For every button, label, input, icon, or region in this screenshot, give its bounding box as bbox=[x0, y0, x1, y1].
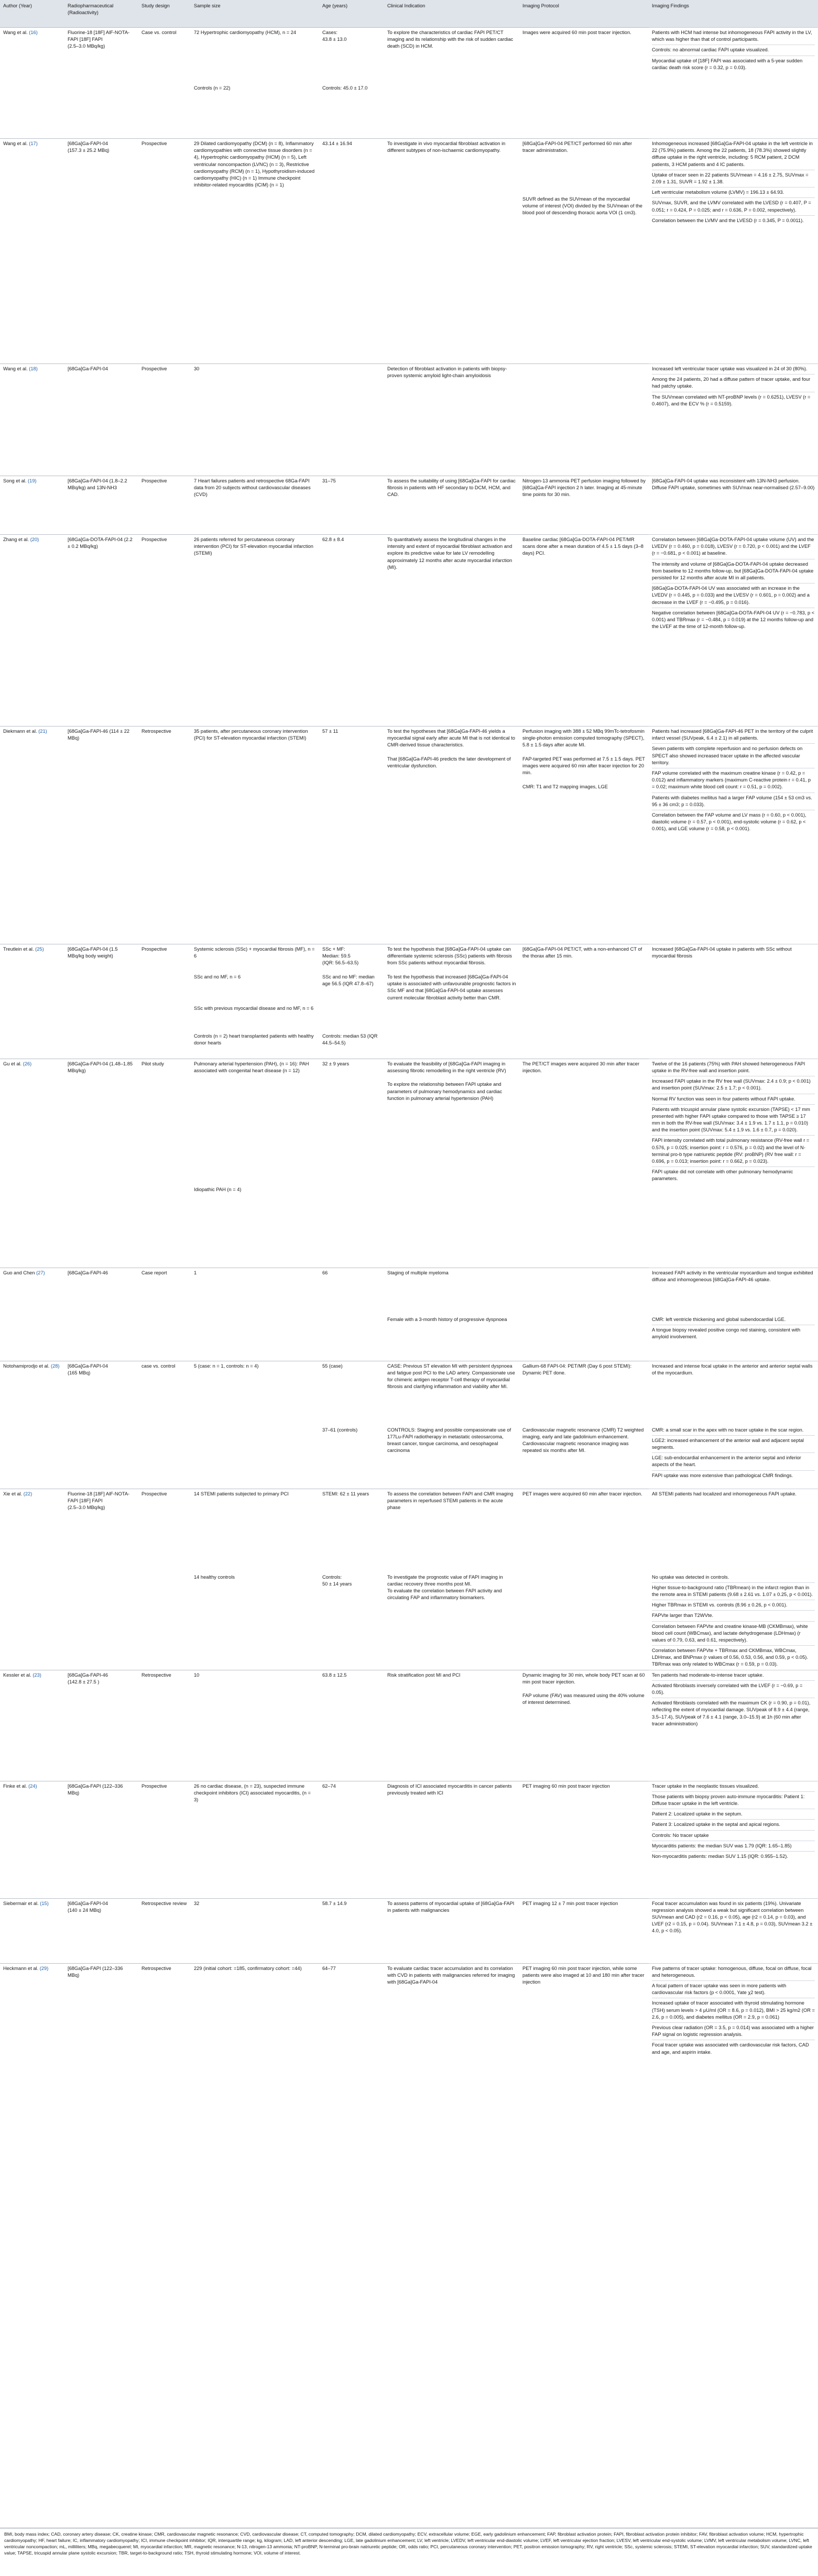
sample-size-cell: Controls (n = 22) bbox=[191, 83, 319, 139]
finding-item: Higher TBRmax in STEMI vs. controls (8.96 ± 0.26, p < 0.001). bbox=[652, 1600, 815, 1609]
imaging-findings-cell bbox=[649, 1059, 818, 1184]
radiopharmaceutical-cell: [68Ga]Ga-FAPI-46 (114 ± 22 MBq) bbox=[64, 726, 138, 944]
sample-size-cell: 1 bbox=[191, 1268, 319, 1314]
finding-item: Correlation between FAPVte and creatine kinase-MB (CKMBmax), white blood cell count (WBCmax), and lactate dehydrogenase (LDHmax) (r values of 0.79, 0.63, and 0.61, respectively). bbox=[652, 1621, 815, 1644]
imaging-protocol-cell: [68Ga]Ga-FAPI-04 PET/CT, with a non-enhanced CT of the thorax after 15 min. bbox=[519, 944, 649, 972]
imaging-findings-cell bbox=[649, 1670, 818, 1781]
imaging-protocol-cell: Images were acquired 60 min post tracer injection. bbox=[519, 28, 649, 83]
finding-item: Patients had increased [68Ga]Ga-FAPI-46 PET in the territory of the culprit infarct vessel (SUVpeak, 6.4 ± 2.1) in all patients. bbox=[652, 729, 813, 741]
finding-item: FAP volume correlated with the maximum creatine kinase (r = 0.42, p = 0.012) and inflammatory markers (maximum C-reactive protein r = 0.41, p = 0.02; maximum white blood cell count: r = 0.51, p = 0.002). bbox=[652, 768, 815, 791]
clinical-indication-cell: CONTROLS: Staging and possible compassionate use of 177Lu-FAPI radiotherapy in metastatic osteosarcoma, breast cancer, tongue carcinoma, and oesophageal carcinoma bbox=[384, 1425, 519, 1489]
author-cell bbox=[0, 726, 64, 944]
imaging-protocol-cell: Gallium-68 FAPI-04: PET/MR (Day 6 post STEMI): Dynamic PET done. bbox=[519, 1361, 649, 1425]
imaging-findings-cell bbox=[649, 1425, 818, 1489]
radiopharmaceutical-cell: [68Ga]Ga-FAPI-04 (1.5 MBq/kg body weight) bbox=[64, 944, 138, 1059]
author-name: Notohamiprodjo et al. bbox=[3, 1363, 51, 1369]
sample-size-cell: 5 (case: n = 1, controls: n = 4) bbox=[191, 1361, 319, 1425]
author-cell bbox=[0, 944, 64, 1059]
finding-item: FAPI intensity correlated with total pulmonary resistance (RV-free wall r = 0.576, p = 0.025; insertion point: r = 0.576, p = 0.02) and the level of N-terminal pro-b type natriuretic peptide (RV: proBNP) (RV free wall: r = 0.696, p = 0.013; insertion point: r = 0.662, p = 0.023). bbox=[652, 1135, 815, 1165]
sample-size-cell bbox=[191, 1425, 319, 1489]
finding-item: A tongue biopsy revealed positive congo red staining, consistent with amyloid involvement. bbox=[652, 1325, 815, 1340]
age-cell: 62.8 ± 8.4 bbox=[319, 535, 384, 726]
sample-size-cell: 14 healthy controls bbox=[191, 1572, 319, 1670]
finding-item: Five patterns of tracer uptake: homogenous, diffuse, focal on diffuse, focal and heterogeneous. bbox=[652, 1965, 812, 1978]
imaging-findings-cell bbox=[649, 1489, 818, 1572]
clinical-indication-cell: Staging of multiple myeloma bbox=[384, 1268, 519, 1314]
header-imaging-protocol: Imaging Protocol bbox=[519, 0, 649, 28]
radiopharmaceutical-cell: [68Ga]Ga-FAPI-04 bbox=[64, 364, 138, 476]
header-radiopharmaceutical: Radiopharmaceutical (Radioactivity) bbox=[64, 0, 138, 28]
finding-item: CMR: a small scar in the apex with no tracer uptake in the scar region. bbox=[652, 1427, 804, 1433]
imaging-findings-cell bbox=[649, 364, 818, 476]
finding-item: Patient 3: Localized uptake in the septal and apical regions. bbox=[652, 1819, 815, 1828]
citation-link[interactable]: (29) bbox=[39, 1965, 49, 1971]
clinical-indication-cell: Risk stratification post MI and PCI bbox=[384, 1670, 519, 1781]
sample-size-cell: 30 bbox=[191, 364, 319, 476]
age-cell: SSc + MF: Median: 59.5 (IQR: 56.5–63.5) bbox=[319, 944, 384, 972]
clinical-indication-cell bbox=[384, 1003, 519, 1031]
finding-item: Increased FAPI activity in the ventricular myocardium and tongue exhibited diffuse and inhomogeneous [68Ga]Ga-FAPI-46 uptake. bbox=[652, 1270, 813, 1282]
author-name: Gu et al. bbox=[3, 1061, 23, 1066]
table-row bbox=[0, 1898, 818, 1963]
finding-item: Increased and intense focal uptake in the anterior and anterior septal walls of the myocardium. bbox=[652, 1363, 813, 1375]
sample-size-cell: Pulmonary arterial hypertension (PAH), (n = 16): PAH associated with congenital heart disease (n = 12) bbox=[191, 1059, 319, 1184]
citation-link[interactable]: (21) bbox=[38, 729, 47, 734]
imaging-findings-cell bbox=[649, 1898, 818, 1963]
citation-link[interactable]: (26) bbox=[23, 1061, 32, 1066]
age-cell: 37–61 (controls) bbox=[319, 1425, 384, 1489]
imaging-protocol-cell: Baseline cardiac [68Ga]Ga-DOTA-FAPI-04 PET/MR scans done after a mean duration of 4.5 ± 1.5 days (3–8 days) PCI. bbox=[519, 535, 649, 726]
study-design-cell: Retrospective bbox=[138, 1670, 191, 1781]
study-design-cell: Prospective bbox=[138, 535, 191, 726]
radiopharmaceutical-cell: [68Ga]Ga-FAPI-04 (157.3 ± 25.2 MBq) bbox=[64, 139, 138, 364]
table-row bbox=[0, 1361, 818, 1425]
author-name: Song et al. bbox=[3, 478, 28, 483]
clinical-indication-cell bbox=[384, 1184, 519, 1268]
age-cell: Controls: 45.0 ± 17.0 bbox=[319, 83, 384, 139]
table-row bbox=[0, 1781, 818, 1898]
imaging-findings-cell bbox=[649, 1781, 818, 1898]
finding-item: Correlation between the FAP volume and LV mass (r = 0.60, p < 0.001), diastolic volume (r = 0.57, p < 0.001), end-systolic volume (r = 0.62, p < 0.001), and LGE volume (r = 0.58, p < 0.001). bbox=[652, 810, 815, 833]
imaging-protocol-cell bbox=[519, 972, 649, 1004]
author-cell bbox=[0, 1670, 64, 1781]
sample-size-cell: Controls (n = 2) heart transplanted patients with healthy donor hearts bbox=[191, 1031, 319, 1059]
finding-item: Activated fibroblasts inversely correlated with the LVEF (r = −0.69, p = 0.05). bbox=[652, 1680, 815, 1696]
clinical-indication-cell: To assess patterns of myocardial uptake of [68Ga]Ga-FAPI in patients with malignancies bbox=[384, 1898, 519, 1963]
finding-item: Correlation between [68Ga]Ga-DOTA-FAPI-04 uptake volume (UV) and the LVEDV (r = 0.460, p = 0.018), LVESV (r = 0.720, p < 0.001) and the LVEF (r = −0.681, p < 0.001) at baseline. bbox=[652, 537, 814, 556]
finding-item: Normal RV function was seen in four patients without FAPI uptake. bbox=[652, 1094, 815, 1103]
clinical-indication-cell: Detection of fibroblast activation in patients with biopsy-proven systemic amyloid light-chain amyloidosis bbox=[384, 364, 519, 476]
sample-size-cell: 35 patients, after percutaneous coronary intervention (PCI) for ST-elevation myocardial infarction (STEMI) bbox=[191, 726, 319, 944]
finding-item: Uptake of tracer seen in 22 patients SUVmean = 4.16 ± 2.75, SUVmax = 2.09 ± 1.31, SUVR = 1.92 ± 1.38. bbox=[652, 170, 815, 185]
author-name: Kessler et al. bbox=[3, 1672, 33, 1678]
author-cell bbox=[0, 1898, 64, 1963]
finding-item: Increased left ventricular tracer uptake was visualized in 24 of 30 (80%). bbox=[652, 366, 808, 371]
finding-item: Patient 2: Localized uptake in the septum. bbox=[652, 1809, 815, 1818]
table-row bbox=[0, 1059, 818, 1184]
age-cell: Cases: 43.8 ± 13.0 bbox=[319, 28, 384, 83]
finding-item: A focal pattern of tracer uptake was seen in more patients with cardiovascular risk factors (p < 0.0001, Yate χ2 test). bbox=[652, 1980, 815, 1996]
header-clinical-indication: Clinical Indication bbox=[384, 0, 519, 28]
study-design-cell: Prospective bbox=[138, 364, 191, 476]
imaging-protocol-cell: PET imaging 12 ± 7 min post tracer injection bbox=[519, 1898, 649, 1963]
finding-item: Left ventricular metabolism volume (LVMV) = 196.13 ± 64.93. bbox=[652, 187, 815, 196]
citation-link[interactable]: (16) bbox=[29, 30, 38, 35]
clinical-indication-cell: To test the hypothesis that increased [68Ga]Ga-FAPI-04 uptake is associated with unfavourable prognostic factors in SSc MF and that [68Ga]Ga-FAPI-04 uptake assesses current molecular fibroblast activity better than CMR. bbox=[384, 972, 519, 1004]
author-name: Wang et al. bbox=[3, 366, 29, 371]
citation-link[interactable]: (27) bbox=[36, 1270, 45, 1275]
author-cell bbox=[0, 364, 64, 476]
clinical-indication-cell: To investigate in vivo myocardial fibroblast activation in different subtypes of non-ischaemic cardiomyopathy. bbox=[384, 139, 519, 364]
citation-link[interactable]: (20) bbox=[30, 537, 39, 542]
sample-size-cell: SSc and no MF, n = 6 bbox=[191, 972, 319, 1004]
imaging-protocol-cell bbox=[519, 1031, 649, 1059]
age-cell: 66 bbox=[319, 1268, 384, 1314]
sample-size-cell: Systemic sclerosis (SSc) + myocardial fibrosis (MF), n = 6 bbox=[191, 944, 319, 972]
finding-item: Myocardial uptake of [18F] FAPI was associated with a 5-year sudden cardiac death risk score (r = 0.32, p = 0.03). bbox=[652, 56, 815, 71]
finding-item: FAPI uptake did not correlate with other pulmonary hemodynamic parameters. bbox=[652, 1166, 815, 1182]
finding-item: Controls: no abnormal cardiac FAPI uptake visualized. bbox=[652, 45, 815, 53]
study-design-cell: Prospective bbox=[138, 944, 191, 1059]
imaging-findings-cell bbox=[649, 1268, 818, 1314]
imaging-protocol-cell bbox=[519, 1572, 649, 1670]
imaging-protocol-cell: Cardiovascular magnetic resonance (CMR) T2 weighted imaging, early and late gadolinium enhancement. Cardiovascular magnetic resonance imaging was repeated six months after MI. bbox=[519, 1425, 649, 1489]
table-row bbox=[0, 535, 818, 726]
finding-item: Increased [68Ga]Ga-FAPI-04 uptake in patients with SSc without myocardial fibrosis bbox=[652, 946, 792, 959]
author-cell bbox=[0, 1489, 64, 1670]
author-name: Zhang et al. bbox=[3, 537, 30, 542]
clinical-indication-cell: Diagnosis of ICI associated myocarditis in cancer patients previously treated with ICI bbox=[384, 1781, 519, 1898]
age-cell bbox=[319, 364, 384, 476]
finding-item: LGE: sub-endocardial enhancement in the anterior septal and inferior aspects of the heart. bbox=[652, 1452, 815, 1468]
finding-item: Those patients with biopsy proven auto-immune myocarditis: Patient 1: Diffuse tracer uptake in the left ventricle. bbox=[652, 1791, 815, 1807]
clinical-indication-cell bbox=[384, 1031, 519, 1059]
finding-item: FAPI uptake was more extensive than pathological CMR findings. bbox=[652, 1470, 815, 1479]
imaging-protocol-cell bbox=[519, 1268, 649, 1314]
finding-item: FAPVte larger than T2WVte. bbox=[652, 1610, 815, 1619]
finding-item: Correlation between the LVMV and the LVESD (r = 0.345, P = 0.0011). bbox=[652, 215, 815, 224]
author-name: Heckmann et al. bbox=[3, 1965, 40, 1971]
table-footnote: BMI, body mass index; CAD, coronary artery disease; CK, creatine kinase; CMR, cardiovascular magnetic resonance; CVD, cardiovascular disease; CT, computed tomography; DCM, dilated cardiomyopathy; ECV, extracellular volume; EGE, early gadolinium enhancement; FAP, fibroblast activation protein; FAPI, fibroblast activation protein inhibitor; FAV, fibroblast activation volume; HCM, hypertrophic cardiomyopathy; HF, heart failure; IC, inflammatory cardiomyopathy; ICI, immune checkpoint inhibitor; IQR, interquartile range; kg, kilogram; LAD, left anterior descending; LGE, late gadolinium enhancement; LV, left ventricle; LVEDV, left ventricular end-diastolic volume; LVEF, left ventricular ejection fraction; LVESV, left ventricular end-systolic volume; LVMV, left ventricular metabolism volume; LVNC, left ventricular noncompaction; mL, milliliters; MBq, megabecquerel; MI, myocardial infarction; MR, magnetic resonance; N-13, nitrogen-13 ammonia; NT-proBNP, N-terminal pro-brain natriuretic peptide; OR, odds ratio; PCI, percutaneous coronary intervention; PET, positron emission tomography; RV, right ventricle; SSc, systemic sclerosis; STEMI, ST-elevation myocardial infarction; SUV, standardized uptake value; TAPSE, tricuspid annular plane systolic excursion; TBR, target-to-background ratio; TSH, thyroid stimulating hormone; VOI, volume of interest. bbox=[0, 2528, 818, 2556]
finding-item: [68Ga]Ga-FAPI-04 uptake was inconsistent with 13N-NH3 perfusion. Diffuse FAPI uptake, sometimes with SUVmax near-normalised (2.57–9.00) bbox=[652, 478, 815, 491]
author-name: Finke et al. bbox=[3, 1783, 29, 1789]
age-cell: 63.8 ± 12.5 bbox=[319, 1670, 384, 1781]
imaging-findings-cell bbox=[649, 1031, 818, 1059]
imaging-protocol-cell bbox=[519, 1003, 649, 1031]
radiopharmaceutical-cell: [68Ga]Ga-DOTA-FAPI-04 (2.2 ± 0.2 MBq/kg) bbox=[64, 535, 138, 726]
clinical-indication-cell: Female with a 3-month history of progressive dyspnoea bbox=[384, 1314, 519, 1361]
finding-item: [68Ga]Ga-DOTA-FAPI-04 UV was associated with an increase in the LVEDV (r = 0.445, p = 0.033) and the LVESV (r = 0.601, p = 0.002) and a decrease in the LVEF (r = −0.495, p = 0.016). bbox=[652, 583, 815, 606]
author-cell bbox=[0, 139, 64, 364]
imaging-protocol-cell bbox=[519, 1314, 649, 1361]
author-name: Wang et al. bbox=[3, 30, 29, 35]
finding-item: Myocarditis patients: the median SUV was 1.79 (IQR: 1.65–1.85) bbox=[652, 1841, 815, 1850]
radiopharmaceutical-cell: Fluorine-18 [18F] AlF-NOTA-FAPI [18F] FAPI (2.5–3.0 MBq/kg) bbox=[64, 28, 138, 139]
sample-size-cell: 26 patients referred for percutaneous coronary intervention (PCI) for ST-elevation myocardial infarction (STEMI) bbox=[191, 535, 319, 726]
citation-link[interactable]: (28) bbox=[50, 1363, 60, 1369]
imaging-findings-cell bbox=[649, 1184, 818, 1268]
study-design-cell: Prospective bbox=[138, 139, 191, 364]
sample-size-cell: 229 (initial cohort: =185, confirmatory cohort: =44) bbox=[191, 1963, 319, 2108]
finding-item: Higher tissue-to-background ratio (TBRmean) in the infarct region than in the remote area in STEMI patients (9.68 ± 2.61 vs. 1.07 ± 0.25, p < 0.001). bbox=[652, 1582, 815, 1598]
study-design-cell: Prospective bbox=[138, 1489, 191, 1670]
radiopharmaceutical-cell: Fluorine-18 [18F] AlF-NOTA-FAPI [18F] FAPI (2.5–3.0 MBq/kg) bbox=[64, 1489, 138, 1670]
age-cell: Controls: median 53 (IQR 44.5–54.5) bbox=[319, 1031, 384, 1059]
author-cell bbox=[0, 28, 64, 139]
imaging-protocol-cell bbox=[519, 1184, 649, 1268]
imaging-findings-cell bbox=[649, 944, 818, 972]
finding-item: Patients with diabetes mellitus had a larger FAP volume (154 ± 53 cm3 vs. 95 ± 36 cm3; p = 0.033). bbox=[652, 792, 815, 808]
finding-item: Inhomogeneous increased [68Ga]Ga-FAPI-04 uptake in the left ventricle in 22 (75.9%) patients. Among the 22 patients, 18 (78.3%) showed slightly diffuse uptake in the right ventricle, including: 5 RCM patient, 2 DCM patients, 3 HCM patients and 4 IC patients. bbox=[652, 141, 813, 167]
imaging-findings-cell bbox=[649, 83, 818, 139]
study-design-cell: case vs. control bbox=[138, 1361, 191, 1489]
finding-item: Correlation between FAPVte + TBRmax and CKMBmax, WBCmax, LDHmax, and BNPmax (r values of 0.56, 0.53, 0.56, and 0.59, p < 0.05). TBRmax was only related to WBCmax (r = 0.59, p = 0.03). bbox=[652, 1645, 815, 1668]
sample-size-cell: 26 no cardiac disease, (n = 23), suspected immune checkpoint inhibitors (ICI) associated myocarditis, (n = 3) bbox=[191, 1781, 319, 1898]
age-cell: 32 ± 9 years bbox=[319, 1059, 384, 1184]
table-row bbox=[0, 1268, 818, 1314]
sample-size-cell: 14 STEMI patients subjected to primary PCI bbox=[191, 1489, 319, 1572]
radiopharmaceutical-cell: [68Ga]Ga-FAPI-04 (1.8–2.2 MBq/kg) and 13N-NH3 bbox=[64, 476, 138, 535]
finding-item: The intensity and volume of [68Ga]Ga-DOTA-FAPI-04 uptake decreased from baseline to 12 months follow-up, but [68Ga]Ga-DOTA-FAPI-04 uptake persisted for 12 months after acute MI in all patients. bbox=[652, 559, 815, 582]
radiopharmaceutical-cell: [68Ga]Ga-FAPI-04 (165 MBq) bbox=[64, 1361, 138, 1489]
clinical-indication-cell: To evaluate the feasibility of [68Ga]Ga-FAPI imaging in assessing fibrotic remodelling in the right ventricle (RV) To explore the relationship between FAPI uptake and parameters of pulmonary hemodynamics and cardiac function in pulmonary arterial hypertension (PAH) bbox=[384, 1059, 519, 1184]
finding-item: Seven patients with complete reperfusion and no perfusion defects on SPECT also showed increased tracer uptake in the affected vascular territory. bbox=[652, 743, 815, 766]
imaging-protocol-cell: Dynamic imaging for 30 min, whole body PET scan at 60 min post tracer injection. FAP volume (FAV) was measured using the 40% volume of interest determined. bbox=[519, 1670, 649, 1781]
finding-item: Increased uptake of tracer associated with thyroid stimulating hormone (TSH) serum levels > 4 μU/ml (OR = 8.6, p = 0.012), BMI > 25 kg/m2 (OR = 2.6, p = 0.005), and diabetes mellitus (OR = 2.9, p = 0.061) bbox=[652, 1998, 815, 2021]
table-row bbox=[0, 1963, 818, 2108]
age-cell: 55 (case) bbox=[319, 1361, 384, 1425]
finding-item: Previous clear radiation (OR = 3.5, p = 0.014) was associated with a higher FAP signal on logistic regression analysis. bbox=[652, 2022, 815, 2038]
clinical-indication-cell bbox=[384, 83, 519, 139]
author-name: Wang et al. bbox=[3, 141, 29, 146]
finding-item: Negative correlation between [68Ga]Ga-DOTA-FAPI-04 UV (r = −0.783, p < 0.001) and TBRmax (r = −0.484, p = 0.019) at the 12 months follow-up and the LVEF at the time of 12-month follow-up. bbox=[652, 608, 815, 631]
clinical-indication-cell: To quantitatively assess the longitudinal changes in the intensity and extent of myocardial fibroblast activation and explore its predictive value for late LV remodelling approximately 12 months after acute myocardial infarction (MI). bbox=[384, 535, 519, 726]
finding-item: Twelve of the 16 patients (75%) with PAH showed heterogeneous FAPI uptake in the RV-free wall and insertion point. bbox=[652, 1061, 805, 1073]
sample-size-cell: 72 Hypertrophic cardiomyopathy (HCM), n = 24 bbox=[191, 28, 319, 83]
citation-link[interactable]: (18) bbox=[29, 366, 38, 371]
table-row bbox=[0, 944, 818, 972]
age-cell: 31–75 bbox=[319, 476, 384, 535]
citation-link[interactable]: (15) bbox=[40, 1900, 49, 1906]
study-design-cell: Pilot study bbox=[138, 1059, 191, 1268]
radiopharmaceutical-cell: [68Ga]Ga-FAPI (122–336 MBq) bbox=[64, 1963, 138, 2108]
clinical-indication-cell: To evaluate cardiac tracer accumulation and its correlation with CVD in patients with malignancies referred for imaging with [68Ga]Ga-FAPI-04 bbox=[384, 1963, 519, 2108]
citation-link[interactable]: (19) bbox=[28, 478, 37, 483]
sample-size-cell bbox=[191, 1314, 319, 1361]
imaging-protocol-cell bbox=[519, 364, 649, 476]
imaging-protocol-cell: PET imaging 60 min post tracer injection bbox=[519, 1781, 649, 1898]
study-design-cell: Case report bbox=[138, 1268, 191, 1361]
finding-item: The SUVmean correlated with NT-proBNP levels (r = 0.6251), LVESV (r = 0.4607), and the ECV % (r = 0.5159). bbox=[652, 392, 815, 408]
finding-item: CMR: left ventricle thickening and global subendocardial LGE. bbox=[652, 1316, 786, 1322]
imaging-protocol-cell: [68Ga]Ga-FAPI-04 PET/CT performed 60 min after tracer administration. SUVR defined as the SUVmean of the myocardial volume of interest (VOI) divided by the SUVmean of the blood pool of descending thoracic aorta VOI (1 cm3). bbox=[519, 139, 649, 364]
author-name: Guo and Chen bbox=[3, 1270, 37, 1275]
imaging-findings-cell bbox=[649, 1003, 818, 1031]
age-cell bbox=[319, 1184, 384, 1268]
sample-size-cell: 7 Heart failures patients and retrospective 68Ga-FAPI data from 20 subjects without cardiovascular diseases (CVD) bbox=[191, 476, 319, 535]
table-row bbox=[0, 139, 818, 364]
citation-link[interactable]: (17) bbox=[29, 141, 38, 146]
table-row bbox=[0, 28, 818, 83]
sample-size-cell: 32 bbox=[191, 1898, 319, 1963]
sample-size-cell: SSc with previous myocardial disease and no MF, n = 6 bbox=[191, 1003, 319, 1031]
finding-item: Among the 24 patients, 20 had a diffuse pattern of tracer uptake, and four had patchy uptake. bbox=[652, 374, 815, 390]
imaging-protocol-cell: PET imaging 60 min post tracer injection, while some patients were also imaged at 10 and 180 min after tracer injection bbox=[519, 1963, 649, 2108]
age-cell bbox=[319, 1003, 384, 1031]
age-cell: 58.7 ± 14.9 bbox=[319, 1898, 384, 1963]
clinical-indication-cell: To assess the suitability of using [68Ga]Ga-FAPI for cardiac fibrosis in patients with HF secondary to DCM, HCM, and CAD. bbox=[384, 476, 519, 535]
finding-item: Tracer uptake in the neoplastic tissues visualized. bbox=[652, 1783, 759, 1789]
finding-item: SUVmax, SUVR, and the LVMV correlated with the LVESD (r = 0.407, P = 0.051; r = 0.424, P = 0.025; and r = 0.636, P = 0.002, respectively). bbox=[652, 197, 815, 213]
clinical-indication-cell: To test the hypotheses that [68Ga]Ga-FAPI-46 yields a myocardial signal early after acute MI that is not identical to CMR-derived tissue characteristics. That [68Ga]Ga-FAPI-46 predicts the later development of ventricular dysfunction. bbox=[384, 726, 519, 944]
table-row bbox=[0, 476, 818, 535]
header-imaging-findings: Imaging Findings bbox=[649, 0, 818, 28]
imaging-protocol-cell: PET images were acquired 60 min after tracer injection. bbox=[519, 1489, 649, 1572]
finding-item: Focal tracer accumulation was found in six patients (19%). Univariate regression analysis showed a weak but significant correlation between SUVmean and CAD (r2 = 0.16, p < 0.05), age (r2 = 0.14, p = 0.03), and LVEF (r2 = 0.15, p = 0.04). SUVmean 7.1 ± 4.8, p = 0.03), SUVmean 3.2 ± 4.0, p < 0.05). bbox=[652, 1900, 813, 1934]
table-row bbox=[0, 726, 818, 944]
finding-item: Ten patients had moderate-to-intense tracer uptake. bbox=[652, 1672, 764, 1678]
sample-size-cell: Idiopathic PAH (n = 4) bbox=[191, 1184, 319, 1268]
age-cell: Controls: 50 ± 14 years bbox=[319, 1572, 384, 1670]
age-cell: 43.14 ± 16.94 bbox=[319, 139, 384, 364]
table-row bbox=[0, 1489, 818, 1572]
header-author: Author (Year) bbox=[0, 0, 64, 28]
study-design-cell: Retrospective bbox=[138, 726, 191, 944]
finding-item: Non-myocarditis patients: median SUV 1.15 (IQR: 0.955–1.52). bbox=[652, 1851, 815, 1860]
imaging-findings-cell bbox=[649, 476, 818, 535]
study-design-cell: Case vs. control bbox=[138, 28, 191, 139]
age-cell: SSc and no MF: median age 56.5 (IQR 47.8–67) bbox=[319, 972, 384, 1004]
author-cell bbox=[0, 1781, 64, 1898]
finding-item: Focal tracer uptake was associated with cardiovascular risk factors, CAD and age, and aspirin intake. bbox=[652, 2040, 815, 2055]
author-cell bbox=[0, 535, 64, 726]
radiopharmaceutical-cell: [68Ga]Ga-FAPI (122–336 MBq) bbox=[64, 1781, 138, 1898]
imaging-findings-cell bbox=[649, 1314, 818, 1361]
table-row bbox=[0, 1670, 818, 1781]
imaging-findings-cell bbox=[649, 1963, 818, 2108]
imaging-findings-cell bbox=[649, 28, 818, 83]
finding-item: Increased FAPI uptake in the RV free wall (SUVmax: 2.4 ± 0.9; p < 0.001) and insertion point (SUVmax: 2.5 ± 1.7; p < 0.001). bbox=[652, 1076, 815, 1092]
author-name: Xie et al. bbox=[3, 1491, 24, 1496]
clinical-indication-cell: CASE: Previous ST elevation MI with persistent dyspnoea and fatigue post PCI to the LAD artery. Compassionate use for chimeric antigen receptor T-cell therapy of myocardial fibrosis and clarifying inflammation and viability after MI. bbox=[384, 1361, 519, 1425]
study-design-cell: Prospective bbox=[138, 1781, 191, 1898]
age-cell: STEMI: 62 ± 11 years bbox=[319, 1489, 384, 1572]
imaging-findings-cell bbox=[649, 139, 818, 364]
finding-item: No uptake was detected in controls. bbox=[652, 1574, 729, 1580]
finding-item: Patients with tricuspid annular plane systolic excursion (TAPSE) < 17 mm presented with higher FAPI uptake compared to those with TAPSE ≥ 17 mm in both the RV-free wall (SUVmax: 3.4 ± 1.9 vs. 1.7 ± 1.1, p = 0.010) and the insertion point (SUVmax: 5.4 ± 1.9 vs. 1.6 ± 0.7, p = 0.020). bbox=[652, 1104, 815, 1134]
header-age: Age (years) bbox=[319, 0, 384, 28]
author-name: Diekmann et al. bbox=[3, 729, 39, 734]
author-name: Siebermair et al. bbox=[3, 1900, 40, 1906]
radiopharmaceutical-cell: [68Ga]Ga-FAPI-04 (140 ± 24 MBq) bbox=[64, 1898, 138, 1963]
author-cell bbox=[0, 1268, 64, 1361]
imaging-findings-cell bbox=[649, 1361, 818, 1425]
imaging-findings-cell bbox=[649, 972, 818, 1004]
finding-item: Activated fibroblasts correlated with the maximum CK (r = 0.90, p = 0.01), reflecting the extent of myocardial damage. SUVpeak of 8.9 ± 4.4 (range, 3.5–17.4), SUVpeak of 7.6 ± 4.1 (range, 3.0–15.9) at 1h (60 min after tracer administration) bbox=[652, 1698, 815, 1727]
clinical-indication-cell: To investigate the prognostic value of FAPI imaging in cardiac recovery three months post MI. To evaluate the correlation between FAPI activity and circulating FAP and inflammatory biomarkers. bbox=[384, 1572, 519, 1670]
imaging-findings-cell bbox=[649, 535, 818, 726]
age-cell bbox=[319, 1314, 384, 1361]
sample-size-cell: 10 bbox=[191, 1670, 319, 1781]
age-cell: 64–77 bbox=[319, 1963, 384, 2108]
citation-link[interactable]: (25) bbox=[35, 946, 44, 952]
imaging-protocol-cell: Nitrogen-13 ammonia PET perfusion imaging followed by [68Ga]Ga-FAPI injection 2 h later. Imaging at 45-minute time points for 30 min. bbox=[519, 476, 649, 535]
clinical-indication-cell: To test the hypothesis that [68Ga]Ga-FAPI-04 uptake can differentiate systemic sclerosis (SSc) patients with fibrosis from SSc patients without myocardial fibrosis. bbox=[384, 944, 519, 972]
clinical-indication-cell: To explore the characteristics of cardiac FAPI PET/CT imaging and its relationship with the risk of sudden cardiac death (SCD) in HCM. bbox=[384, 28, 519, 83]
citation-link[interactable]: (23) bbox=[32, 1672, 41, 1678]
radiopharmaceutical-cell: [68Ga]Ga-FAPI-46 bbox=[64, 1268, 138, 1361]
sample-size-cell: 29 Dilated cardiomyopathy (DCM) (n = 8), Inflammatory cardiomyopathies with connective tissue disorders (n = 4), Hypertrophic cardiomyopathy (HCM) (n = 5), Left ventricular noncompaction (LVNC) (n = 3), Restrictive cardiomyopathy (RCM) (n = 1), Hypothyroidism-induced cardiomyopathy (HIC) (n = 1) Immune checkpoint inhibitor-related myocarditis (ICIM) (n = 1) bbox=[191, 139, 319, 364]
author-cell bbox=[0, 1963, 64, 2108]
radiopharmaceutical-cell: [68Ga]Ga-FAPI-04 (1.48–1.85 MBq/kg) bbox=[64, 1059, 138, 1268]
study-design-cell: Prospective bbox=[138, 476, 191, 535]
age-cell: 57 ± 11 bbox=[319, 726, 384, 944]
author-name: Treutlein et al. bbox=[3, 946, 36, 952]
finding-item: Patients with HCM had intense but inhomogeneous FAPI activity in the LV, which was higher than that of control participants. bbox=[652, 30, 812, 42]
imaging-protocol-cell: Perfusion imaging with 388 ± 52 MBq 99mTc-tetrofosmin single-photon emission computed tomography (SPECT), 5.8 ± 1.5 days after acute MI. FAP-targeted PET was performed at 7.5 ± 1.5 days. PET images were acquired 60 min after tracer injection for 20 min. CMR: T1 and T2 mapping images, LGE bbox=[519, 726, 649, 944]
author-cell bbox=[0, 1361, 64, 1489]
table-row bbox=[0, 364, 818, 476]
header-sample-size: Sample size bbox=[191, 0, 319, 28]
study-design-cell: Retrospective review bbox=[138, 1898, 191, 1963]
citation-link[interactable]: (22) bbox=[23, 1491, 32, 1496]
finding-item: LGE2: increased enhancement of the anterior wall and adjacent septal segments. bbox=[652, 1435, 815, 1451]
study-design-cell: Retrospective bbox=[138, 1963, 191, 2108]
table-body bbox=[0, 28, 818, 2108]
age-cell: 62–74 bbox=[319, 1781, 384, 1898]
author-cell bbox=[0, 1059, 64, 1268]
finding-item: Controls: No tracer uptake bbox=[652, 1830, 815, 1839]
imaging-protocol-cell: The PET/CT images were acquired 30 min after tracer injection. bbox=[519, 1059, 649, 1184]
imaging-findings-cell bbox=[649, 726, 818, 944]
header-row bbox=[0, 0, 818, 28]
imaging-protocol-cell bbox=[519, 83, 649, 139]
finding-item: All STEMI patients had localized and inhomogeneous FAPI uptake. bbox=[652, 1491, 797, 1496]
citation-link[interactable]: (24) bbox=[28, 1783, 37, 1789]
radiopharmaceutical-cell: [68Ga]Ga-FAPI-46 (142.8 ± 27.5 ) bbox=[64, 1670, 138, 1781]
clinical-indication-cell: To assess the correlation between FAPI and CMR imaging parameters in reperfused STEMI patients in the acute phase bbox=[384, 1489, 519, 1572]
imaging-findings-cell bbox=[649, 1572, 818, 1670]
header-study-design: Study design bbox=[138, 0, 191, 28]
author-cell bbox=[0, 476, 64, 535]
